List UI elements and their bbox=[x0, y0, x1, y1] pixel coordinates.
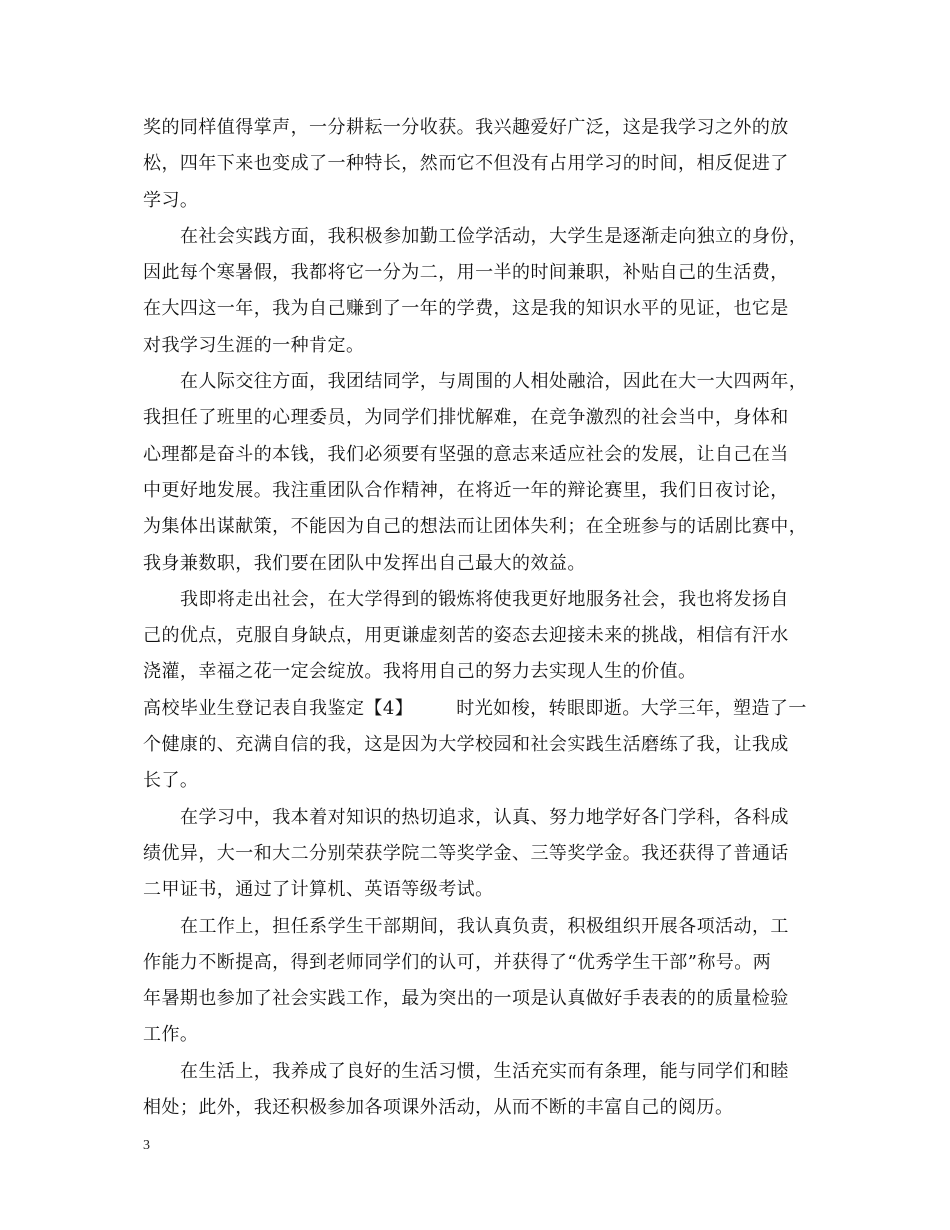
paragraph-start-line: 我即将走出社会，在大学得到的锻炼将使我更好地服务社会，我也将发扬自 bbox=[180, 588, 789, 610]
text-line: 在大四这一年，我为自己赚到了一年的学费，这是我的知识水平的见证，也它是 bbox=[143, 298, 789, 320]
text-line: 心理都是奋斗的本钱，我们必须要有坚强的意志来适应社会的发展，让自己在当 bbox=[143, 443, 789, 465]
text-line: 绩优异，大一和大二分别荣获学院二等奖学金、三等奖学金。我还获得了普通话 bbox=[143, 842, 789, 864]
paragraph-start-line: 在生活上，我养成了良好的生活习惯，生活充实而有条理，能与同学们和睦 bbox=[180, 1060, 789, 1082]
paragraph-start-line: 在人际交往方面，我团结同学，与周围的人相处融洽，因此在大一大四两年， bbox=[180, 371, 808, 393]
text-line: 我担任了班里的心理委员，为同学们排忧解难，在竞争激烈的社会当中，身体和 bbox=[143, 407, 789, 429]
text-line: 松，四年下来也变成了一种特长，然而它不但没有占用学习的时间，相反促进了 bbox=[143, 153, 789, 175]
text-line: 学习。 bbox=[143, 189, 199, 211]
paragraph-start-line: 在学习中，我本着对知识的热切追求，认真、努力地学好各门学科，各科成 bbox=[180, 806, 789, 828]
text-line: 因此每个寒暑假，我都将它一分为二，用一半的时间兼职，补贴自己的生活费， bbox=[143, 262, 789, 284]
section-heading-line: 高校毕业生登记表自我鉴定【4】 时光如梭，转眼即逝。大学三年，塑造了一 bbox=[143, 697, 807, 719]
text-line: 为集体出谋献策，不能因为自己的想法而让团体失利；在全班参与的话剧比赛中， bbox=[143, 516, 808, 538]
paragraph-start-line: 在社会实践方面，我积极参加勤工俭学活动，大学生是逐渐走向独立的身份， bbox=[180, 225, 808, 247]
page-number: 3 bbox=[143, 1138, 150, 1153]
text-line: 个健康的、充满自信的我，这是因为大学校园和社会实践生活磨练了我，让我成 bbox=[143, 734, 789, 756]
text-line: 中更好地发展。我注重团队合作精神，在将近一年的辩论赛里，我们日夜讨论， bbox=[143, 479, 789, 501]
text-line: 二甲证书，通过了计算机、英语等级考试。 bbox=[143, 879, 494, 901]
text-line: 工作。 bbox=[143, 1024, 199, 1046]
text-line: 年暑期也参加了社会实践工作，最为突出的一项是认真做好手表表的的质量检验 bbox=[143, 988, 789, 1010]
text-line: 奖的同样值得掌声，一分耕耘一分收获。我兴趣爱好广泛，这是我学习之外的放 bbox=[143, 117, 789, 138]
text-line: 我身兼数职，我们要在团队中发挥出自己最大的效益。 bbox=[143, 552, 586, 574]
text-line: 相处；此外，我还积极参加各项课外活动，从而不断的丰富自己的阅历。 bbox=[143, 1097, 734, 1119]
paragraph-start-line: 在工作上，担任系学生干部期间，我认真负责，积极组织开展各项活动，工 bbox=[180, 915, 789, 937]
body-text bbox=[143, 110, 823, 1126]
text-line: 浇灌，幸福之花一定会绽放。我将用自己的努力去实现人生的价值。 bbox=[143, 661, 697, 683]
text-line: 长了。 bbox=[143, 770, 199, 792]
text-line: 己的优点，克服自身缺点，用更谦虚刻苦的姿态去迎接未来的挑战，相信有汗水 bbox=[143, 625, 789, 647]
text-line: 对我学习生涯的一种肯定。 bbox=[143, 334, 365, 356]
text-line: 作能力不断提高，得到老师同学们的认可，并获得了“优秀学生干部”称号。两 bbox=[143, 951, 772, 973]
